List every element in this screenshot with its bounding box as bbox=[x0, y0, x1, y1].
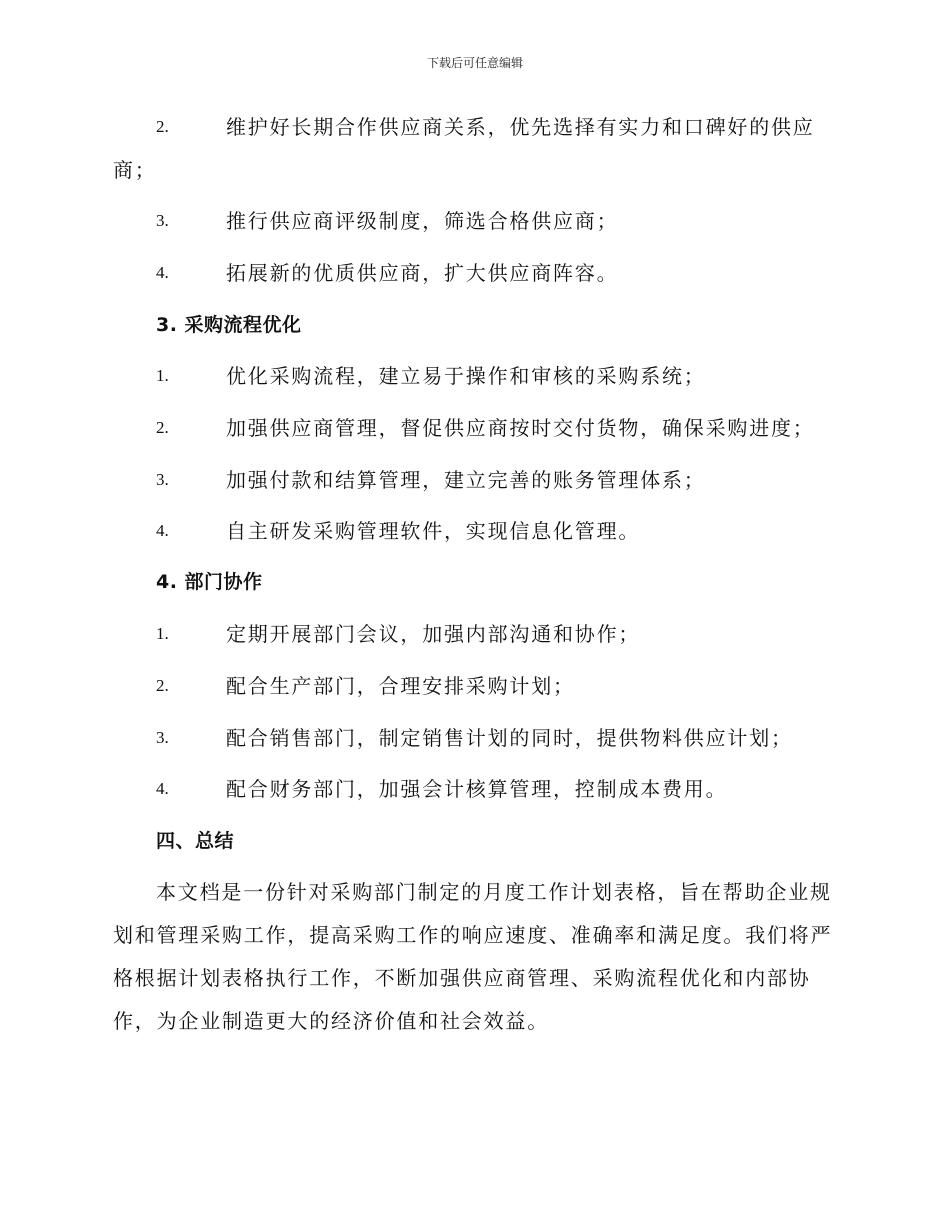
item-text: 配合销售部门，制定销售计划的同时，提供物料供应计划； bbox=[226, 726, 793, 750]
item-text-continuation: 商； bbox=[113, 158, 157, 182]
item-text: 定期开展部门会议，加强内部沟通和协作； bbox=[226, 622, 641, 646]
list-item bbox=[0, 723, 950, 753]
section-heading bbox=[0, 567, 950, 597]
summary-text-line: 作，为企业制造更大的经济价值和社会效益。 bbox=[113, 1009, 549, 1033]
list-item bbox=[0, 206, 950, 236]
item-number: 3. bbox=[156, 211, 169, 230]
item-number: 4. bbox=[156, 263, 169, 282]
summary-text-line: 本文档是一份针对采购部门制定的月度工作计划表格，旨在帮助企业规 bbox=[156, 880, 832, 904]
list-item-continuation bbox=[0, 155, 950, 185]
list-item bbox=[0, 516, 950, 546]
summary-heading: 四、总结 bbox=[156, 830, 235, 852]
item-number: 4. bbox=[156, 779, 169, 798]
item-number: 4. bbox=[156, 521, 169, 540]
item-number: 2. bbox=[156, 117, 169, 136]
summary-paragraph-line bbox=[0, 963, 950, 993]
list-item bbox=[0, 413, 950, 443]
section-3-heading: 3. 采购流程优化 bbox=[156, 314, 302, 336]
summary-text-line: 划和管理采购工作，提高采购工作的响应速度、准确率和满足度。我们将严 bbox=[113, 923, 833, 947]
item-number: 3. bbox=[156, 728, 169, 747]
item-text: 配合财务部门，加强会计核算管理，控制成本费用。 bbox=[226, 777, 728, 801]
item-number: 3. bbox=[156, 470, 169, 489]
list-item bbox=[0, 619, 950, 649]
list-item bbox=[0, 465, 950, 495]
item-text: 维护好长期合作供应商关系，优先选择有实力和口碑好的供应 bbox=[226, 115, 815, 139]
item-text: 优化采购流程，建立易于操作和审核的采购系统； bbox=[226, 364, 706, 388]
list-item bbox=[0, 361, 950, 391]
item-number: 1. bbox=[156, 624, 169, 643]
item-number: 1. bbox=[156, 366, 169, 385]
list-item bbox=[0, 774, 950, 804]
list-item bbox=[0, 258, 950, 288]
item-number: 2. bbox=[156, 418, 169, 437]
item-text: 配合生产部门，合理安排采购计划； bbox=[226, 674, 575, 698]
item-text: 拓展新的优质供应商，扩大供应商阵容。 bbox=[226, 261, 619, 285]
item-text: 推行供应商评级制度，筛选合格供应商； bbox=[226, 209, 619, 233]
item-text: 加强付款和结算管理，建立完善的账务管理体系； bbox=[226, 468, 706, 492]
section-heading bbox=[0, 310, 950, 340]
list-item bbox=[0, 671, 950, 701]
item-text: 自主研发采购管理软件，实现信息化管理。 bbox=[226, 519, 641, 543]
list-item bbox=[0, 112, 950, 142]
summary-paragraph-line bbox=[0, 877, 950, 907]
summary-paragraph-line bbox=[0, 1006, 950, 1036]
item-text: 加强供应商管理，督促供应商按时交付货物，确保采购进度； bbox=[226, 416, 815, 440]
item-number: 2. bbox=[156, 676, 169, 695]
summary-text-line: 格根据计划表格执行工作，不断加强供应商管理、采购流程优化和内部协 bbox=[113, 966, 811, 990]
page-header: 下载后可任意编辑 bbox=[426, 56, 523, 70]
section-heading bbox=[0, 826, 950, 856]
section-4-heading: 4. 部门协作 bbox=[156, 571, 263, 593]
summary-paragraph-line bbox=[0, 920, 950, 950]
